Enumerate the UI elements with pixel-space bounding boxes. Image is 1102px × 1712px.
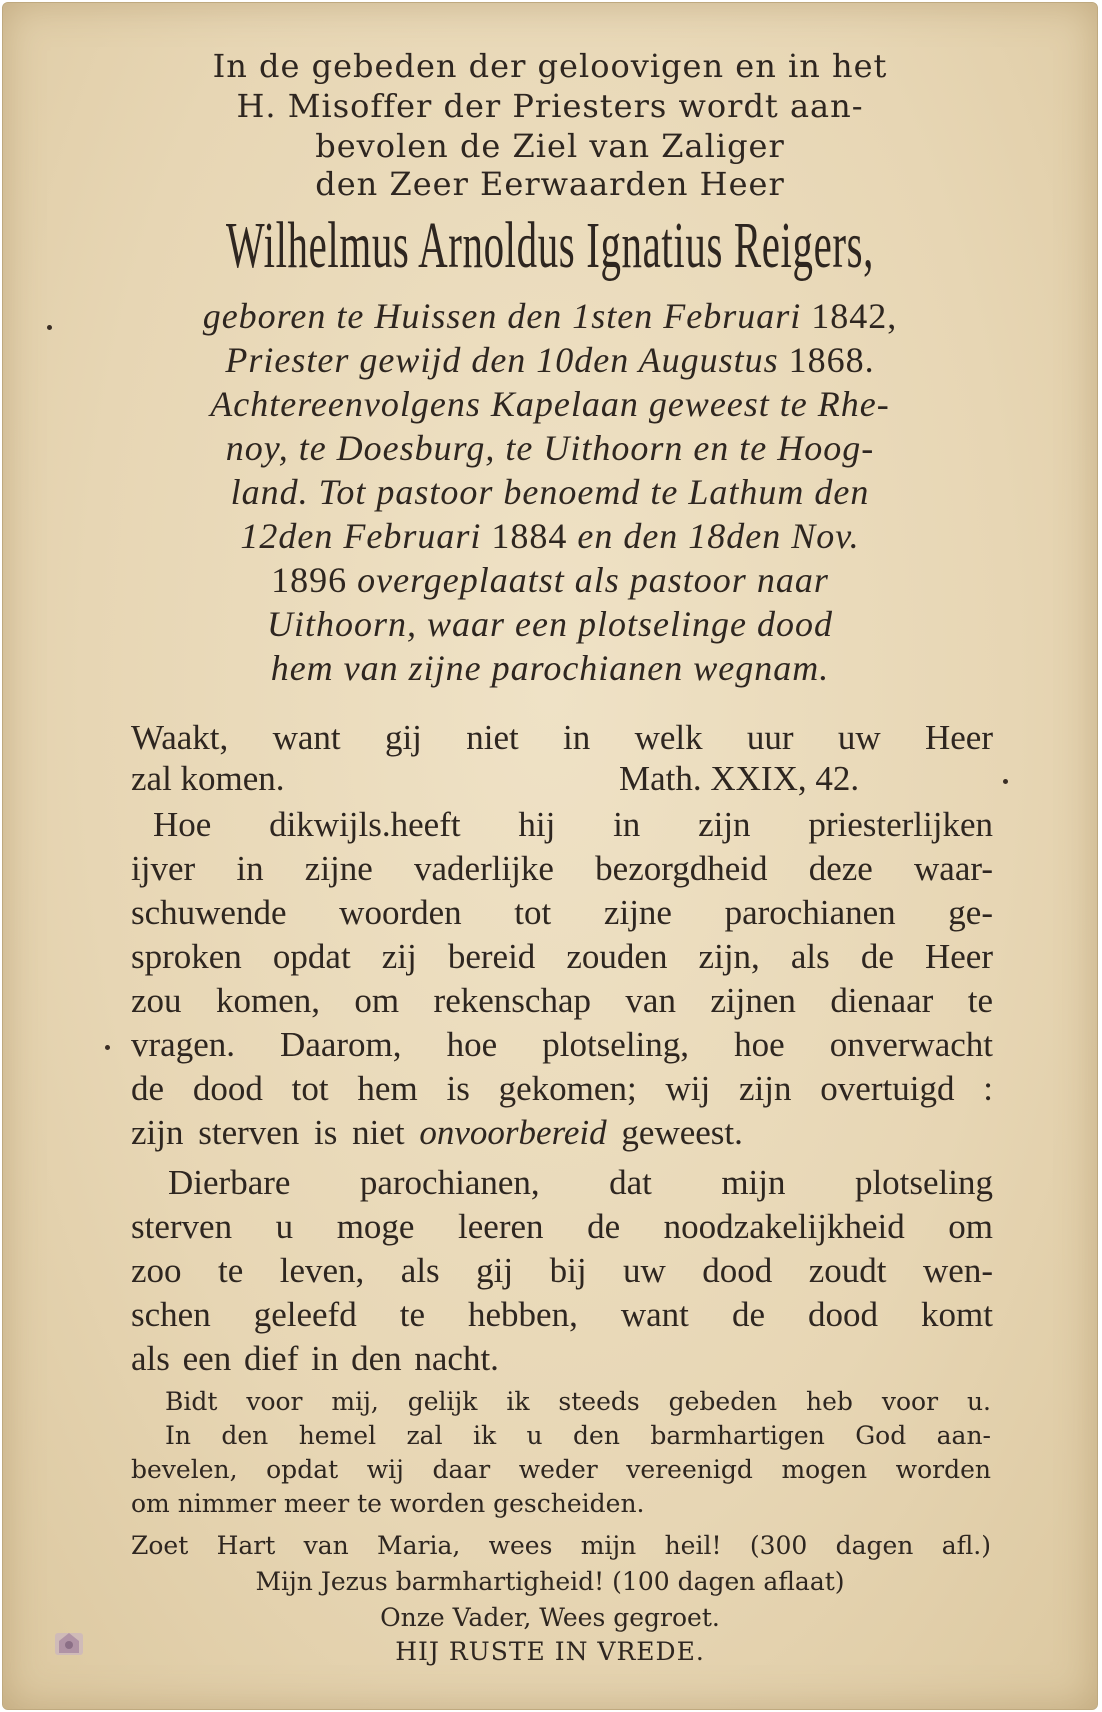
bio-line-2 bbox=[3, 339, 1097, 381]
paragraph2-line-2: sterven u moge leeren de noodzakelijkheid om bbox=[131, 1207, 993, 1246]
closing-prayer: Onze Vader, Wees gegroet. bbox=[380, 1603, 720, 1632]
paragraph1-line-4: sproken opdat zij bereid zouden zijn, als de Heer bbox=[131, 937, 993, 976]
bio-line-5: land. Tot pastoor benoemd te Lathum den bbox=[230, 472, 870, 512]
bio-line-9: hem van zijne parochianen wegnam. bbox=[270, 648, 830, 688]
final-line: HIJ RUSTE IN VREDE. bbox=[395, 1637, 705, 1666]
header-line-2: H. Misoffer der Priesters wordt aan- bbox=[236, 87, 864, 125]
bio-line-1 bbox=[3, 295, 1097, 337]
bio-birth: geboren te Huissen den 1sten Februari bbox=[202, 296, 802, 336]
bio-transfer-text: overgeplaatst als pastoor naar bbox=[357, 560, 829, 600]
deceased-name: Wilhelmus Arnoldus Ignatius Reigers, bbox=[225, 209, 875, 282]
scripture-text: zal komen. bbox=[131, 759, 285, 798]
margin-dot bbox=[47, 325, 52, 330]
bio-line-8: Uithoorn, waar een plotselinge dood bbox=[267, 604, 833, 644]
paragraph2-line-1: Dierbare parochianen, dat mijn plotseling bbox=[168, 1163, 993, 1202]
bio-transfer-date: en den 18den Nov. bbox=[577, 516, 860, 556]
scripture-line-1: Waakt, want gij niet in welk uur uw Heer bbox=[131, 718, 993, 757]
scripture-reference: Math. XXIX, 42. bbox=[619, 759, 860, 798]
prayer-line-3: bevelen, opdat wij daar weder vereenigd mogen worden bbox=[131, 1455, 991, 1484]
indulgence-line-2: Mijn Jezus barmhartigheid! (100 dagen aflaat) bbox=[255, 1567, 845, 1596]
paragraph1-line-2: ijver in zijne vaderlijke bezorgdheid deze waar- bbox=[131, 849, 993, 888]
bio-appointment-year: 1884 bbox=[491, 516, 568, 556]
scripture-line-2 bbox=[131, 759, 993, 799]
paragraph1-line-3: schuwende woorden tot zijne parochianen ge- bbox=[131, 893, 993, 932]
paragraph2-line-4: schen geleefd te hebben, want de dood komt bbox=[131, 1295, 993, 1334]
paragraph2-line-3: zoo te leven, als gij bij uw dood zoudt wen- bbox=[131, 1251, 993, 1290]
prayer-line-1: Bidt voor mij, gelijk ik steeds gebeden heb voor u. bbox=[165, 1387, 991, 1416]
header-line-4: den Zeer Eerwaarden Heer bbox=[315, 165, 785, 203]
prayer-line-4: om nimmer meer te worden gescheiden. bbox=[131, 1489, 645, 1518]
bio-ordination: Priester gewijd den 10den Augustus bbox=[225, 340, 779, 380]
bio-transfer-year: 1896 bbox=[271, 560, 348, 600]
indulgence-line-1: Zoet Hart van Maria, wees mijn heil! (300 dagen afl.) bbox=[131, 1531, 991, 1560]
bio-line-4: noy, te Doesburg, te Uithoorn en te Hoog- bbox=[225, 428, 875, 468]
bio-line-7 bbox=[3, 559, 1097, 601]
header-line-1: In de gebeden der geloovigen en in het bbox=[212, 47, 888, 85]
paragraph1-line-5: zou komen, om rekenschap van zijnen dienaar te bbox=[131, 981, 993, 1020]
bio-ordination-year: 1868. bbox=[788, 340, 875, 380]
paragraph1-end-emphasis: onvoorbereid bbox=[419, 1113, 607, 1152]
bio-birth-year: 1842, bbox=[811, 296, 898, 336]
margin-dot bbox=[105, 1045, 110, 1050]
margin-dot bbox=[1003, 779, 1008, 784]
paragraph1-line-1: Hoe dikwijls.heeft hij in zijn priesterlijken bbox=[153, 805, 993, 844]
paragraph2-line-5: als een dief in den nacht. bbox=[131, 1339, 499, 1378]
memorial-card bbox=[2, 2, 1098, 1710]
paragraph1-line-6: vragen. Daarom, hoe plotseling, hoe onverwacht bbox=[131, 1025, 993, 1064]
paragraph1-end-c: geweest. bbox=[621, 1113, 743, 1152]
paragraph1-line-7: de dood tot hem is gekomen; wij zijn overtuigd : bbox=[131, 1069, 993, 1108]
header-line-3: bevolen de Ziel van Zaliger bbox=[315, 127, 785, 165]
bio-line-3: Achtereenvolgens Kapelaan geweest te Rhe- bbox=[210, 384, 890, 424]
bio-line-6 bbox=[3, 515, 1097, 557]
paragraph1-end-a: zijn sterven is niet bbox=[131, 1113, 405, 1152]
stamp-icon bbox=[49, 1623, 89, 1663]
bio-appointment-date: 12den Februari bbox=[240, 516, 482, 556]
prayer-line-2: In den hemel zal ik u den barmhartigen God aan- bbox=[165, 1421, 991, 1450]
paragraph1-line-8 bbox=[131, 1113, 993, 1153]
